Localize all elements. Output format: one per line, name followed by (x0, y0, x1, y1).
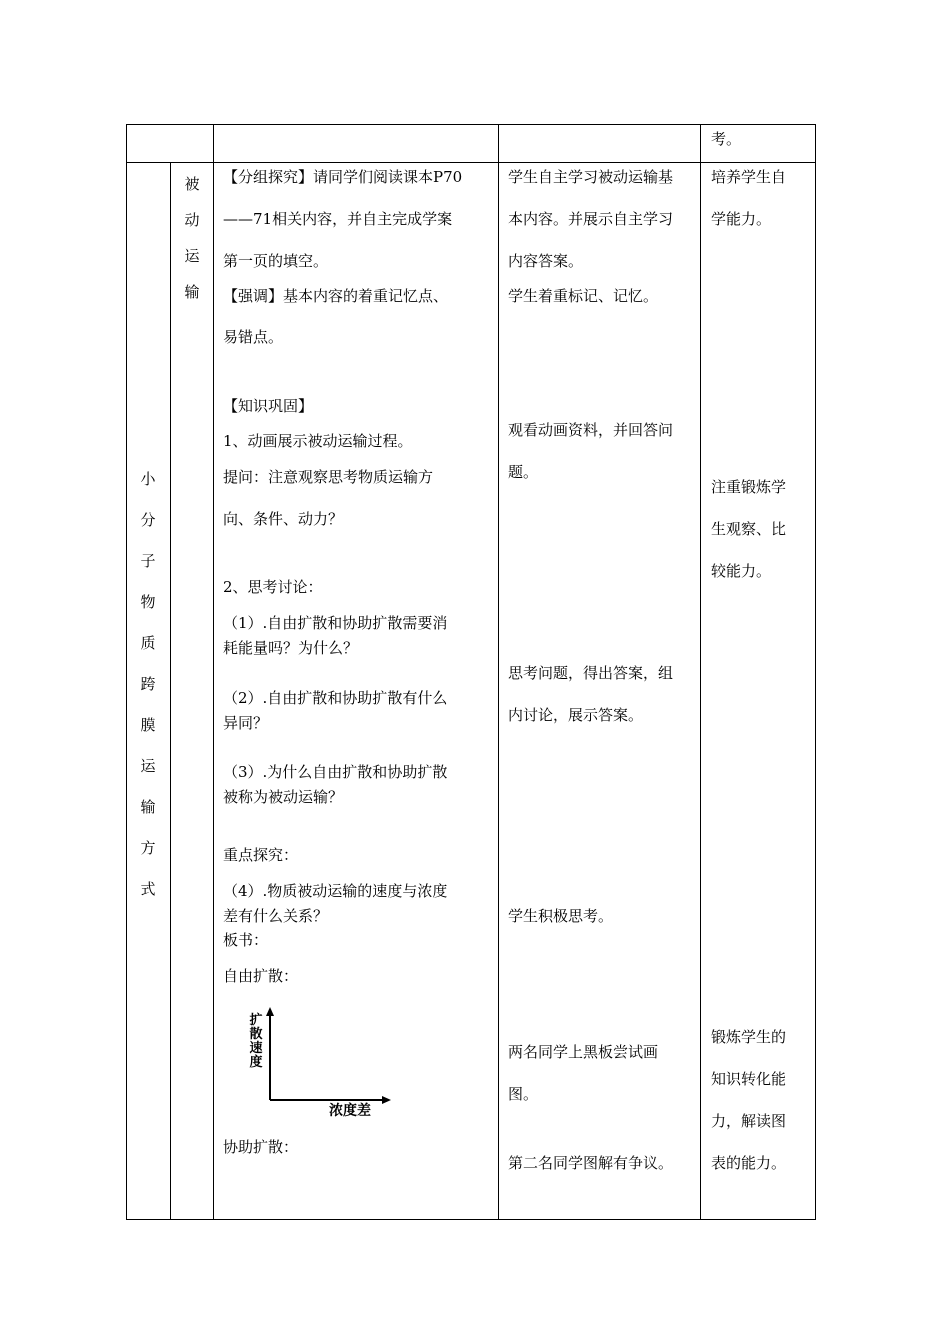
graph-y-label-char: 速 (249, 1041, 263, 1056)
teacher-text: 差有什么关系？ (223, 907, 329, 925)
col-divider (700, 124, 701, 1220)
section-title-char: 式 (140, 880, 156, 898)
student-text: 内讨论，展示答案。 (508, 706, 644, 724)
graph-y-label-char: 散 (249, 1027, 263, 1042)
section-title-char: 输 (140, 798, 156, 816)
row-divider (126, 162, 816, 163)
table-border-left (126, 124, 127, 1220)
section-title-char: 运 (140, 757, 156, 775)
student-text: 第二名同学图解有争议。 (508, 1154, 674, 1172)
teacher-text: 协助扩散： (223, 1138, 299, 1156)
section-title-char: 物 (140, 593, 156, 611)
teacher-text: （1）.自由扩散和协助扩散需要消 (223, 614, 448, 632)
teacher-text: 异同？ (223, 714, 269, 732)
intent-text: 较能力。 (711, 562, 772, 580)
section-title-vertical (138, 459, 158, 910)
intent-text: 生观察、比 (711, 520, 787, 538)
section-title-char: 方 (140, 839, 156, 857)
teacher-text: 自由扩散： (223, 967, 299, 985)
section-title-char: 膜 (140, 716, 156, 734)
intent-text: 学能力。 (711, 210, 772, 228)
intent-text: 表的能力。 (711, 1154, 787, 1172)
section-title-char: 质 (140, 634, 156, 652)
teacher-text: 被称为被动运输？ (223, 788, 344, 806)
student-text: 观看动画资料，并回答问 (508, 421, 674, 439)
intent-text: 培养学生自 (711, 168, 787, 186)
graph-y-label-char: 度 (249, 1055, 263, 1070)
teacher-text: 2、思考讨论： (223, 578, 323, 596)
graph-x-label: 浓度差 (329, 1103, 371, 1119)
intent-text: 注重锻炼学 (711, 478, 787, 496)
student-text: 本内容。并展示自主学习 (508, 210, 674, 228)
intent-text: 锻炼学生的 (711, 1028, 787, 1046)
row0-intent-text: 考。 (711, 130, 742, 148)
table-border-top (126, 124, 816, 125)
teacher-text: 重点探究： (223, 846, 299, 864)
section-title-char: 子 (140, 552, 156, 570)
y-axis-arrow-icon (266, 1007, 274, 1016)
student-text: 学生着重标记、记忆。 (508, 287, 659, 305)
teacher-text: 提问：注意观察思考物质运输方 (223, 468, 434, 486)
diffusion-graph (244, 1004, 394, 1124)
subsection-title-vertical (182, 166, 202, 310)
lesson-table (126, 124, 816, 1220)
teacher-text: 耗能量吗？为什么？ (223, 639, 359, 657)
subsection-title-char: 被 (184, 175, 200, 193)
student-text: 学生积极思考。 (508, 907, 614, 925)
teacher-text: 【知识巩固】 (223, 397, 314, 415)
teacher-text: 向、条件、动力？ (223, 510, 344, 528)
student-text: 内容答案。 (508, 252, 584, 270)
col-divider (170, 162, 171, 1220)
teacher-text: （2）.自由扩散和协助扩散有什么 (223, 689, 448, 707)
subsection-title-char: 动 (184, 211, 200, 229)
col-divider (213, 124, 214, 1220)
teacher-text: 1、动画展示被动运输过程。 (223, 432, 413, 450)
subsection-title-char: 输 (184, 283, 200, 301)
teacher-text: 易错点。 (223, 328, 284, 346)
teacher-text: （3）.为什么自由扩散和协助扩散 (223, 763, 448, 781)
student-text: 思考问题，得出答案，组 (508, 664, 674, 682)
subsection-title-char: 运 (184, 247, 200, 265)
student-text: 两名同学上黑板尝试画 (508, 1043, 659, 1061)
section-title-char: 跨 (140, 675, 156, 693)
teacher-text: （4）.物质被动运输的速度与浓度 (223, 882, 448, 900)
section-title-char: 分 (140, 511, 156, 529)
teacher-text: ——71相关内容，并自主完成学案 (223, 210, 453, 228)
table-border-bottom (126, 1219, 816, 1220)
student-text: 图。 (508, 1085, 539, 1103)
student-text: 学生自主学习被动运输基 (508, 168, 674, 186)
intent-text: 力，解读图 (711, 1112, 787, 1130)
section-title-char: 小 (140, 470, 156, 488)
teacher-text: 板书： (223, 931, 269, 949)
teacher-text: 第一页的填空。 (223, 252, 329, 270)
intent-text: 知识转化能 (711, 1070, 787, 1088)
teacher-text: 【分组探究】请同学们阅读课本P70 (223, 168, 463, 186)
x-axis-arrow-icon (382, 1096, 391, 1104)
teacher-text: 【强调】基本内容的着重记忆点、 (223, 287, 449, 305)
col-divider (498, 124, 499, 1220)
student-text: 题。 (508, 463, 539, 481)
table-border-right (815, 124, 816, 1220)
graph-y-label (248, 1014, 264, 1070)
graph-y-label-char: 扩 (249, 1013, 263, 1028)
